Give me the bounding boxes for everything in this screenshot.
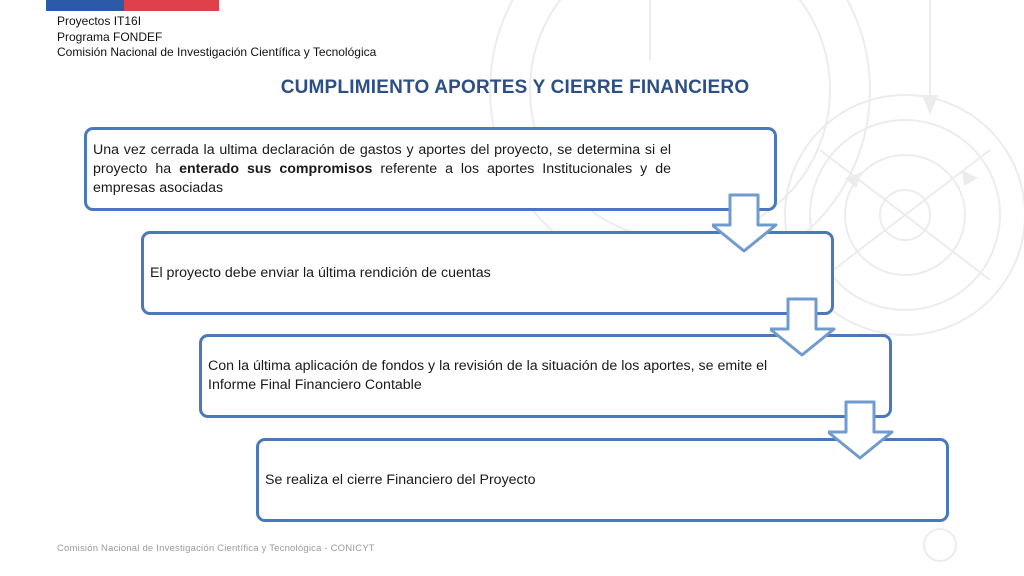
process-step-1 — [84, 127, 777, 211]
step-4-text: Se realiza el cierre Financiero del Proyecto — [265, 471, 536, 488]
footer-text: Comisión Nacional de Investigación Científica y Tecnológica - CONICYT — [57, 543, 375, 554]
header-organization: Comisión Nacional de Investigación Científica y Tecnológica — [57, 45, 377, 59]
step-1-text-part: Una vez cerrada la ultima declaración de gastos y aportes del proyecto, se determina si el proyecto ha — [93, 141, 671, 177]
step-1-text — [93, 141, 671, 198]
header-block — [57, 14, 376, 61]
step-1-text-part: referente a los aportes Institucionales y de empresas asociadas — [93, 160, 671, 196]
page-title: CUMPLIMIENTO APORTES Y CIERRE FINANCIERO — [280, 77, 750, 98]
down-arrow-icon — [828, 400, 896, 462]
step-2-text: El proyecto debe enviar la última rendición de cuentas — [150, 264, 491, 281]
step-1-bold-text: enterado sus compromisos — [179, 160, 373, 177]
header-program: Programa FONDEF — [57, 29, 163, 44]
down-arrow-icon — [770, 297, 838, 359]
header-project: Proyectos IT16I — [57, 14, 142, 28]
down-arrow-icon — [712, 193, 780, 255]
step-3-text: Con la última aplicación de fondos y la revisión de la situación de los aportes, se emite el Informe Final Financiero Contable — [208, 358, 768, 393]
